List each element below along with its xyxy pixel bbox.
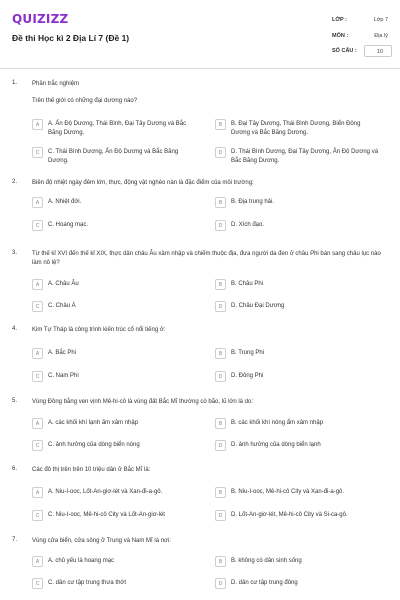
option-letter: B bbox=[215, 348, 226, 359]
option-text: D. Châu Đại Dương bbox=[231, 303, 285, 309]
question-number: 4. bbox=[12, 326, 18, 332]
worksheet-header bbox=[0, 0, 400, 68]
option-letter: C bbox=[32, 578, 43, 589]
option-letter: C bbox=[32, 440, 43, 451]
option-letter: A bbox=[32, 556, 43, 567]
meta-question-count bbox=[332, 45, 392, 59]
question-text: Vùng cửa biển, cửa sông ở Trung và Nam Mĩ là nơi: bbox=[32, 538, 171, 544]
option-text: D. ảnh hưởng của dòng biển lạnh bbox=[231, 442, 321, 448]
option-letter: B bbox=[215, 197, 226, 208]
option-text: A. Nhiệt đới. bbox=[48, 199, 82, 205]
meta-grade-label: LỚP : bbox=[332, 17, 347, 23]
worksheet-title: Đề thi Học kì 2 Địa Lí 7 (Đề 1) bbox=[12, 33, 130, 43]
option-text: C. ảnh hưởng của dòng biển nóng bbox=[48, 442, 140, 448]
option-text: D. Thái Bình Dương, Đại Tây Dương, Ấn Độ Dương và Bắc Băng Dương. bbox=[231, 149, 379, 164]
option-letter: A bbox=[32, 119, 43, 130]
option-letter: A bbox=[32, 279, 43, 290]
option-text: A. Bắc Phi bbox=[48, 350, 77, 356]
option-text: B. Đại Tây Dương, Thái Bình Dương, Biển Đông Dương và Bắc Băng Dương. bbox=[231, 121, 361, 136]
option-text: D. dân cư tập trung đông bbox=[231, 580, 298, 586]
option-text: B. Trung Phi bbox=[231, 350, 265, 356]
option-text: C. Hoang mạc. bbox=[48, 222, 89, 228]
option-letter: D bbox=[215, 147, 226, 158]
option-text: B. Niu-I-ooc, Mê-hi-cô City và Xan-đi-a-gô. bbox=[231, 489, 345, 495]
option-letter: B bbox=[215, 279, 226, 290]
header-divider bbox=[0, 68, 400, 69]
option-text: C. Niu-I-ooc, Mê-hi-cô City và Lốt-An-giơ-lét bbox=[48, 512, 165, 518]
quizizz-logo: QUIZIZZ bbox=[12, 12, 69, 26]
question-number: 1. bbox=[12, 80, 18, 86]
option-text: B. Địa trung hải. bbox=[231, 199, 275, 205]
option-text: B. Châu Phi bbox=[231, 281, 264, 287]
question-number: 3. bbox=[12, 250, 18, 256]
option-letter: D bbox=[215, 371, 226, 382]
option-text: A. chủ yếu là hoang mạc bbox=[48, 558, 115, 564]
question-text: Vùng Đồng bằng ven vịnh Mê-hi-cô là vùng đất Bắc Mĩ thường có bão, lũ lớn là do: bbox=[32, 399, 254, 405]
question-text: Kim Tự Tháp là công trình kiến trúc cổ nổi tiếng ở: bbox=[32, 327, 166, 333]
meta-subject-value: Địa lý bbox=[374, 33, 388, 39]
question-number: 7. bbox=[12, 537, 18, 543]
option-letter: B bbox=[215, 556, 226, 567]
option-letter: D bbox=[215, 301, 226, 312]
question-number: 6. bbox=[12, 466, 18, 472]
meta-grade-value: Lớp 7 bbox=[373, 17, 388, 23]
option-letter: B bbox=[215, 418, 226, 429]
option-text: A. các khối khí lạnh ấm xâm nhập bbox=[48, 420, 139, 426]
option-letter: D bbox=[215, 440, 226, 451]
option-letter: C bbox=[32, 220, 43, 231]
option-text: C. Thái Bình Dương, Ấn Độ Dương và Bắc Băng Dương. bbox=[48, 149, 179, 164]
option-text: A. Niu-I-ooc, Lốt-An-giơ-lét và Xan-đi-a-gô. bbox=[48, 489, 163, 495]
option-letter: C bbox=[32, 301, 43, 312]
option-letter: B bbox=[215, 119, 226, 130]
option-text: C. dân cư tập trung thưa thớt bbox=[48, 580, 127, 586]
question-text: Biên độ nhiệt ngày đêm lớn, thực, động vật nghèo nàn là đặc điểm của môi trường: bbox=[32, 180, 254, 186]
meta-count-value: 10 bbox=[376, 48, 383, 55]
option-letter: A bbox=[32, 487, 43, 498]
option-letter: D bbox=[215, 510, 226, 521]
option-letter: A bbox=[32, 348, 43, 359]
meta-subject-label: MÔN : bbox=[332, 33, 349, 39]
option-letter: A bbox=[32, 197, 43, 208]
section-title: Phần trắc nghiệm bbox=[32, 81, 80, 87]
question-number: 2. bbox=[12, 179, 18, 185]
meta-count-label: SỐ CÂU : bbox=[332, 48, 357, 54]
option-letter: A bbox=[32, 418, 43, 429]
option-text: D. Xích đạo. bbox=[231, 222, 265, 228]
option-text: C. Nam Phi bbox=[48, 373, 79, 379]
option-text: A. Châu Âu bbox=[48, 281, 79, 287]
option-letter: D bbox=[215, 578, 226, 589]
question-text: Các đô thị trên trên 10 triệu dân ở Bắc Mĩ là: bbox=[32, 467, 151, 473]
option-text: B. các khối khí nóng ẩm xâm nhập bbox=[231, 420, 324, 426]
question-text: Từ thế kỉ XVI đến thế kỉ XIX, thực dân châu Âu xâm nhập và chiếm thuộc địa, đưa người da đen ở châu Phi bán sang châu lục nào làm nô lệ? bbox=[32, 251, 381, 266]
option-text: A. Ấn Độ Dương, Thái Bình, Đại Tây Dương và Bắc Băng Dương. bbox=[48, 121, 187, 136]
option-text: D. Đông Phi bbox=[231, 373, 264, 379]
option-text: D. Lốt-An-giơ-lét, Mê-hi-cô City và Si-ca-gô. bbox=[231, 512, 348, 518]
meta-subject bbox=[332, 30, 392, 44]
option-letter: C bbox=[32, 510, 43, 521]
option-letter: B bbox=[215, 487, 226, 498]
question-text: Trên thế giới có những đại dương nào? bbox=[32, 98, 138, 104]
meta-grade bbox=[332, 14, 392, 28]
option-letter: C bbox=[32, 147, 43, 158]
question-number: 5. bbox=[12, 398, 18, 404]
option-text: B. không có dân sinh sống bbox=[231, 558, 302, 564]
meta-count-box bbox=[364, 45, 392, 57]
option-letter: D bbox=[215, 220, 226, 231]
option-letter: C bbox=[32, 371, 43, 382]
option-text: C. Châu Á bbox=[48, 303, 76, 309]
